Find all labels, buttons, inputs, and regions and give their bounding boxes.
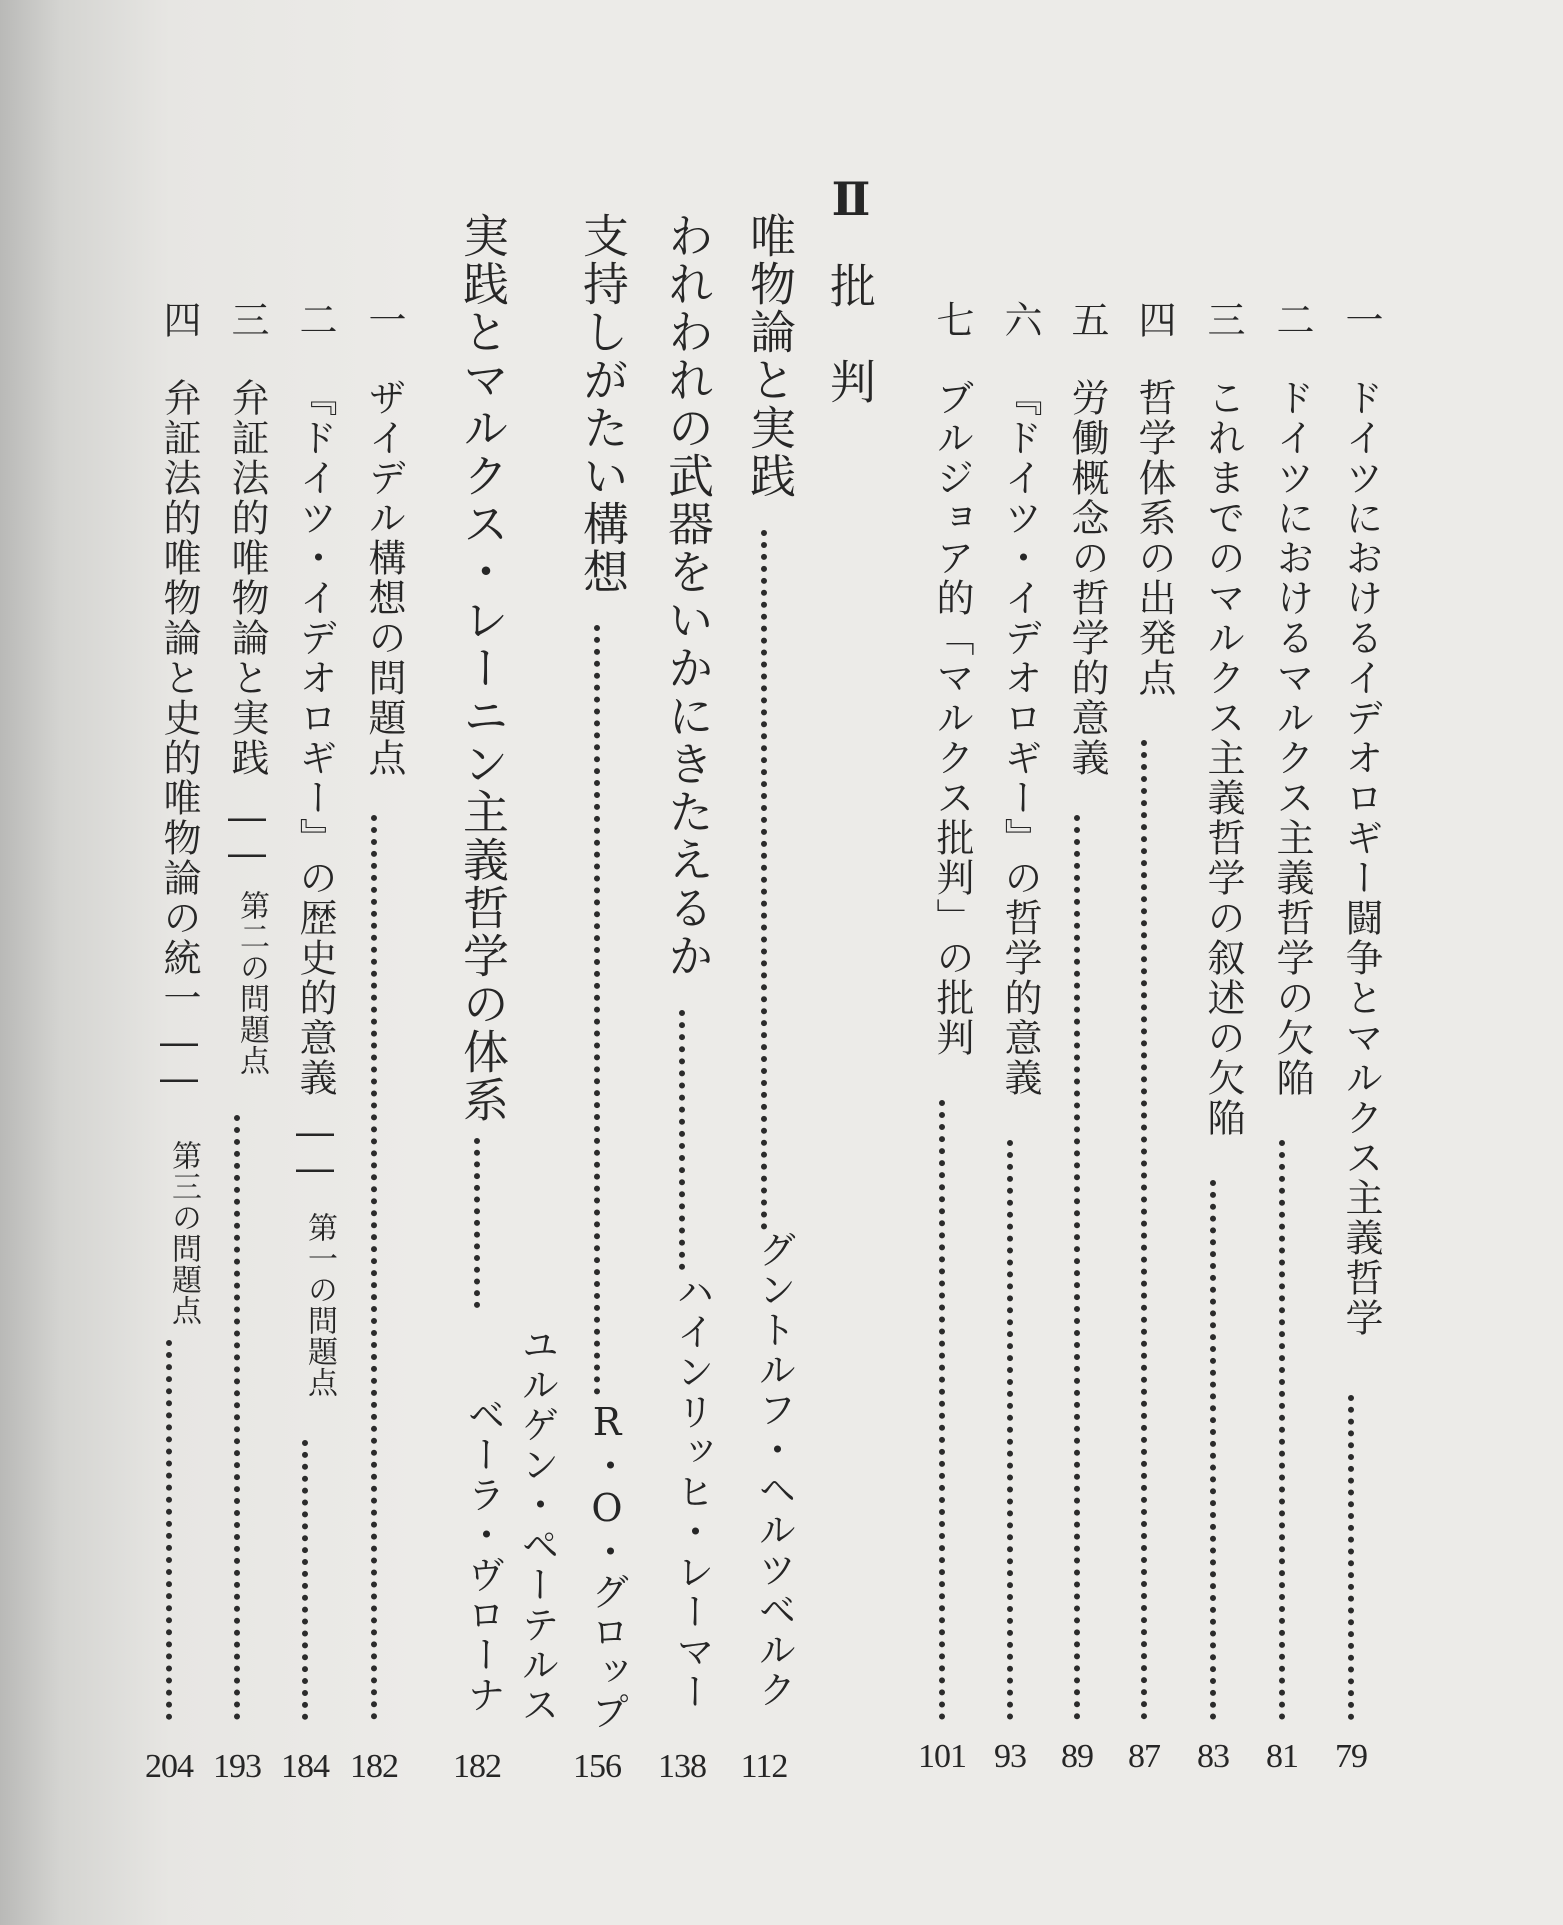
- section-title: ドイツにおけるマルクス主義哲学の欠陥: [1270, 378, 1314, 1098]
- leader-dots: [1074, 815, 1080, 1720]
- chapter-author: ハインリッヒ・レーマー: [670, 1272, 714, 1712]
- leader-dots: [1007, 1140, 1013, 1720]
- section-number: 二: [1270, 300, 1314, 340]
- page-number: 112: [740, 1748, 788, 1785]
- page-number: 79: [1335, 1738, 1367, 1775]
- leader-dots: [761, 530, 767, 1230]
- leader-dots: [1279, 1140, 1285, 1720]
- section-number: 一: [362, 300, 406, 340]
- section-title: ブルジョア的「マルクス批判」の批判: [930, 378, 974, 1058]
- section-number: 四: [157, 300, 201, 340]
- section-subtitle: 第三の問題点: [166, 1140, 201, 1326]
- section-title: 『ドイツ・イデオロギー』の歴史的意義: [293, 378, 337, 1098]
- page-number: 156: [573, 1748, 621, 1785]
- part-numeral: Ⅱ: [825, 172, 876, 228]
- leader-dots: [302, 1440, 308, 1720]
- page-number: 193: [213, 1748, 261, 1785]
- leader-dots: [679, 1010, 685, 1270]
- chapter-author: グントルフ・ヘルツベルク: [752, 1230, 796, 1710]
- em-dash: ――: [225, 795, 269, 867]
- leader-dots: [371, 815, 377, 1720]
- page-number: 93: [994, 1738, 1026, 1775]
- chapter-title: われわれの武器をいかにきたえるか: [661, 212, 715, 980]
- section-number: 三: [1201, 300, 1245, 340]
- section-title: 弁証法的唯物論と史的唯物論の統一: [157, 378, 201, 1018]
- section-number: 五: [1065, 300, 1109, 340]
- leader-dots: [1210, 1180, 1216, 1720]
- page-number: 204: [145, 1748, 193, 1785]
- page-number: 83: [1197, 1738, 1229, 1775]
- section-number: 三: [225, 300, 269, 340]
- section-title: これまでのマルクス主義哲学の叙述の欠陥: [1201, 378, 1245, 1138]
- em-dash: ――: [157, 1020, 201, 1092]
- page-number: 182: [453, 1748, 501, 1785]
- section-subtitle: 第一の問題点: [302, 1212, 337, 1398]
- section-title: 哲学体系の出発点: [1132, 378, 1176, 698]
- section-title: 弁証法的唯物論と実践: [225, 378, 269, 778]
- section-title: ドイツにおけるイデオロギー闘争とマルクス主義哲学: [1339, 378, 1383, 1338]
- page-number: 182: [350, 1748, 398, 1785]
- section-number: 一: [1339, 300, 1383, 340]
- chapter-author: R・O・グロップ: [585, 1400, 629, 1732]
- section-title: ザイデル構想の問題点: [362, 378, 406, 778]
- page-number: 81: [1266, 1738, 1298, 1775]
- leader-dots: [474, 1138, 480, 1308]
- em-dash: ――: [293, 1110, 337, 1182]
- part-title: 批 判: [823, 262, 877, 406]
- chapter-title: 実践とマルクス・レーニン主義哲学の体系: [456, 212, 510, 1124]
- chapter-author: ユルゲン・ペーテルス: [515, 1325, 559, 1725]
- chapter-author: ベーラ・ヴローナ: [461, 1395, 505, 1715]
- section-title: 労働概念の哲学的意義: [1065, 378, 1109, 778]
- section-number: 四: [1132, 300, 1176, 340]
- page-number: 87: [1128, 1738, 1160, 1775]
- section-number: 七: [930, 300, 974, 340]
- section-number: 二: [293, 300, 337, 340]
- leader-dots: [939, 1100, 945, 1720]
- chapter-title: 支持しがたい構想: [576, 212, 630, 596]
- page-number: 101: [918, 1738, 966, 1775]
- section-title: 『ドイツ・イデオロギー』の哲学的意義: [998, 378, 1042, 1098]
- section-subtitle: 第二の問題点: [234, 890, 269, 1076]
- chapter-title: 唯物論と実践: [743, 212, 797, 500]
- leader-dots: [166, 1340, 172, 1720]
- section-number: 六: [998, 300, 1042, 340]
- leader-dots: [594, 625, 600, 1395]
- leader-dots: [1141, 740, 1147, 1720]
- page-number: 184: [281, 1748, 329, 1785]
- page-number: 89: [1061, 1738, 1093, 1775]
- leader-dots: [1348, 1395, 1354, 1720]
- leader-dots: [234, 1115, 240, 1720]
- page-number: 138: [658, 1748, 706, 1785]
